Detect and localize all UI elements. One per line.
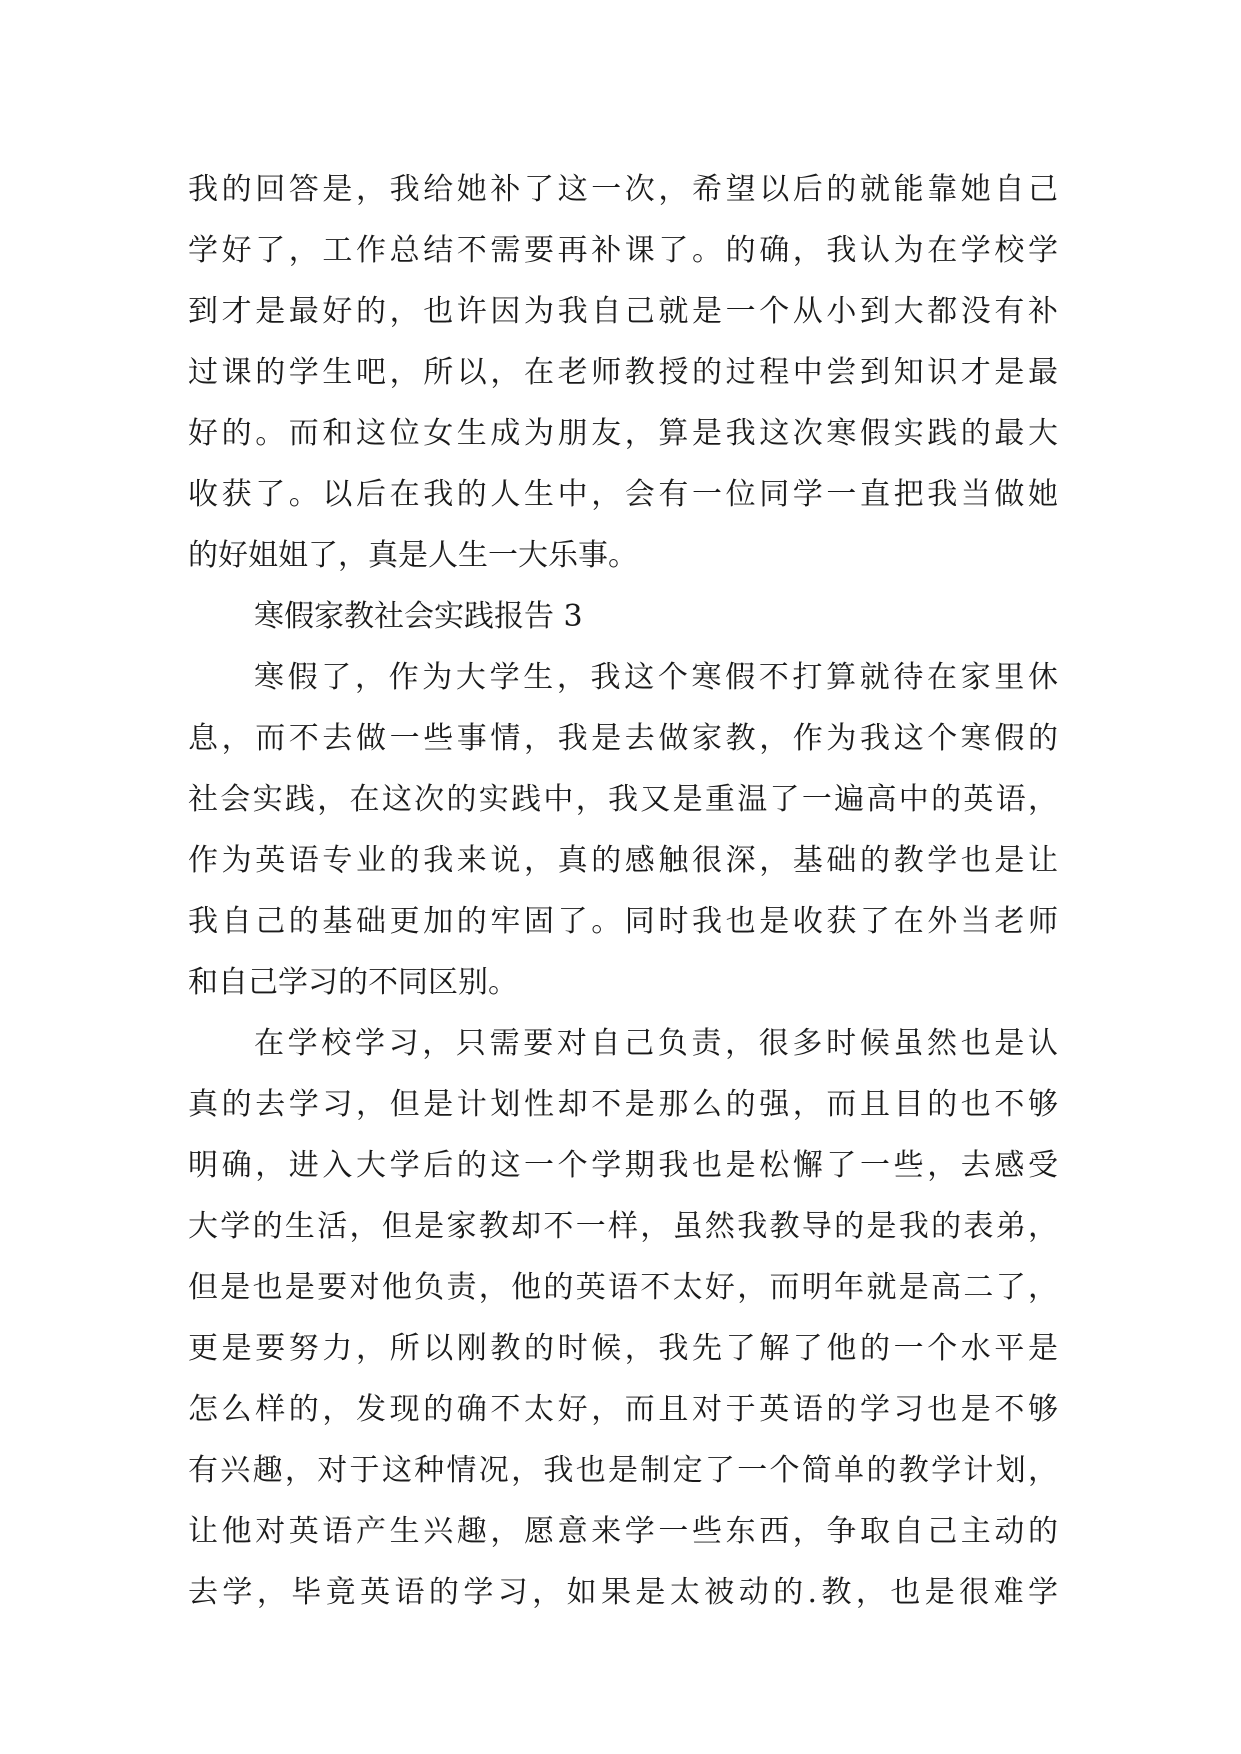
paragraph-line: 好的。而和这位女生成为朋友，算是我这次寒假实践的最大 [188,416,1058,451]
paragraph-line: 和自己学习的不同区别。 [188,965,518,1000]
paragraph-line: 大学的生活，但是家教却不一样，虽然我教导的是我的表弟， [188,1209,1058,1244]
paragraph-line: 明确，进入大学后的这一个学期我也是松懈了一些，去感受 [188,1148,1058,1183]
paragraph-line: 到才是最好的，也许因为我自己就是一个从小到大都没有补 [188,294,1058,329]
section-heading: 寒假家教社会实践报告 3 [254,599,583,634]
document-body [188,159,1058,1623]
paragraph-line: 真的去学习，但是计划性却不是那么的强，而且目的也不够 [188,1087,1058,1122]
paragraph-line: 去学，毕竟英语的学习，如果是太被动的.教，也是很难学 [188,1575,1058,1610]
paragraph-line: 我的回答是，我给她补了这一次，希望以后的就能靠她自己 [188,172,1058,207]
paragraph-line: 过课的学生吧，所以，在老师教授的过程中尝到知识才是最 [188,355,1058,390]
paragraph-line: 社会实践，在这次的实践中，我又是重温了一遍高中的英语， [188,782,1058,817]
paragraph-line: 收获了。以后在我的人生中，会有一位同学一直把我当做她 [188,477,1058,512]
paragraph-line: 作为英语专业的我来说，真的感触很深，基础的教学也是让 [188,843,1058,878]
paragraph-line: 我自己的基础更加的牢固了。同时我也是收获了在外当老师 [188,904,1058,939]
paragraph-line: 有兴趣，对于这种情况，我也是制定了一个简单的教学计划， [188,1453,1058,1488]
paragraph-line: 寒假了，作为大学生，我这个寒假不打算就待在家里休 [254,660,1058,695]
paragraph-line: 更是要努力，所以刚教的时候，我先了解了他的一个水平是 [188,1331,1058,1366]
paragraph-line: 的好姐姐了，真是人生一大乐事。 [188,538,638,573]
paragraph-line: 但是也是要对他负责，他的英语不太好，而明年就是高二了， [188,1270,1058,1305]
paragraph-line: 怎么样的，发现的确不太好，而且对于英语的学习也是不够 [188,1392,1058,1427]
paragraph-line: 让他对英语产生兴趣，愿意来学一些东西，争取自己主动的 [188,1514,1058,1549]
paragraph-line: 息，而不去做一些事情，我是去做家教，作为我这个寒假的 [188,721,1058,756]
paragraph-line: 在学校学习，只需要对自己负责，很多时候虽然也是认 [254,1026,1058,1061]
paragraph-line: 学好了，工作总结不需要再补课了。的确，我认为在学校学 [188,233,1058,268]
